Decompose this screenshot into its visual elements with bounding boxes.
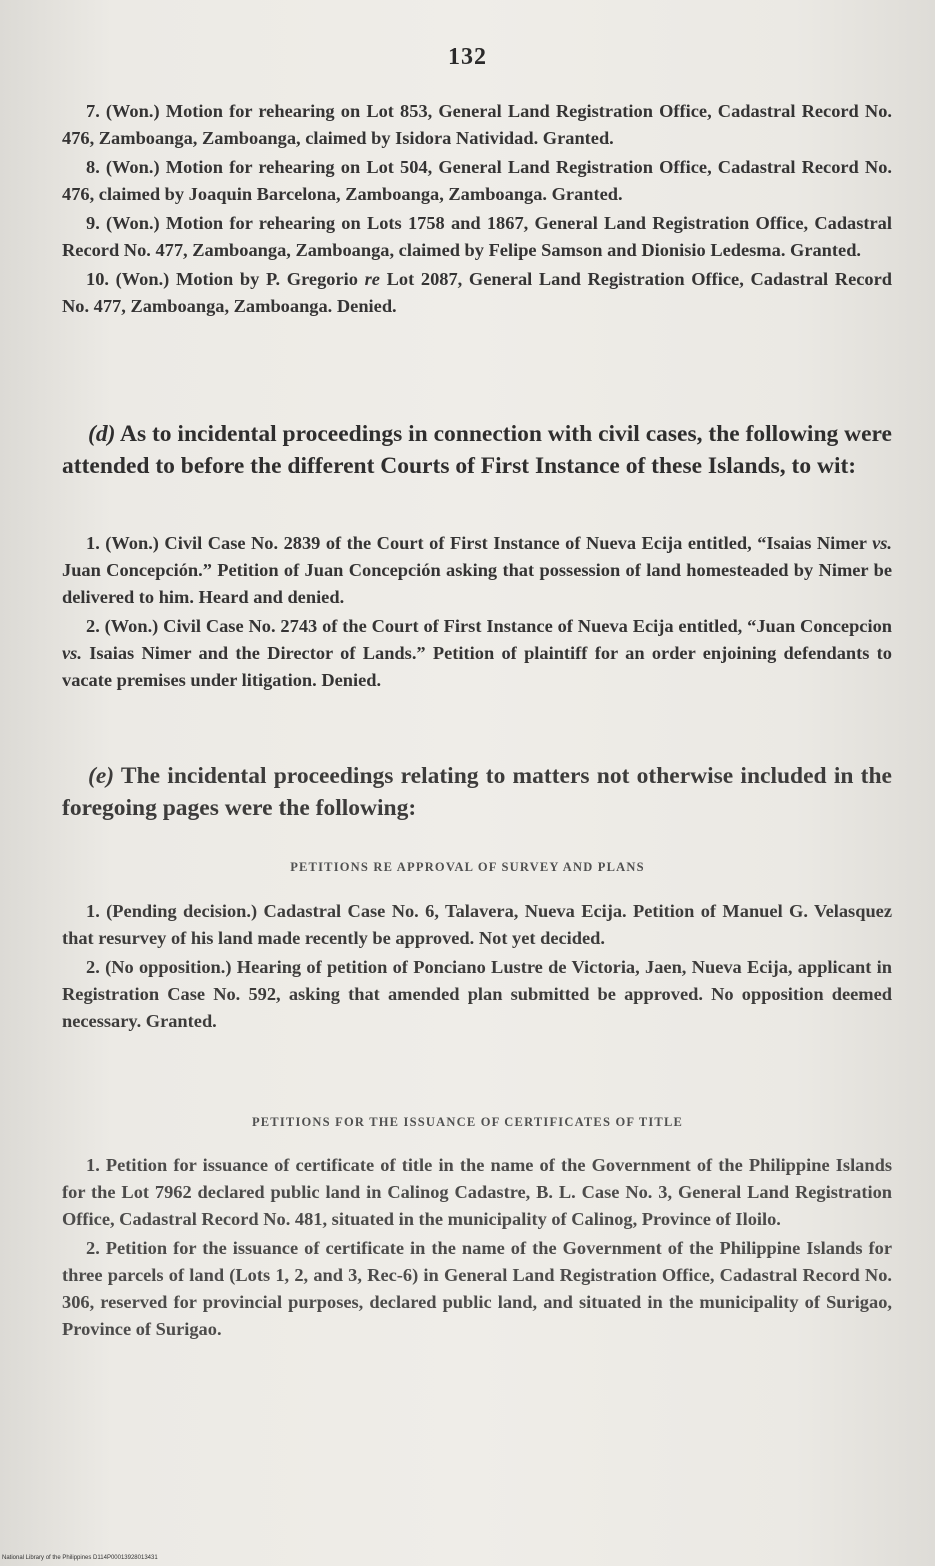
section-text: The incidental proceedings relating to matters not otherwise included in the foregoing pages were the following: [62, 763, 892, 821]
re-abbrev: re [364, 269, 380, 289]
certificate-list [62, 1152, 892, 1343]
survey-list [62, 898, 892, 1035]
page-number: 132 [448, 44, 487, 70]
item-lead: 1. (Won.) Civil Case No. 2839 of the Court of First Instance of Nueva Ecija entitled, “Isaias Nimer [86, 533, 873, 553]
vs-abbrev: vs. [872, 533, 892, 553]
list-item: 2. Petition for the issuance of certificate in the name of the Government of the Philippine Islands for three parcels of land (Lots 1, 2, and 3, Rec-6) in General Land Registration Office, Cadastral Record No. 306, reserved for provincial purposes, declared public land, and situated in the municipality of Surigao, Province of Surigao. [62, 1238, 892, 1339]
item-lead: 2. (Won.) Civil Case No. 2743 of the Court of First Instance of Nueva Ecija entitled, “Juan Concepcion [86, 616, 892, 636]
list-item: 2. (No opposition.) Hearing of petition of Ponciano Lustre de Victoria, Jaen, Nueva Ecija, applicant in Registration Case No. 592, asking that amended plan submitted be approved. No opposition deemed necessary. Granted. [62, 957, 892, 1031]
item-rest: Isaias Nimer and the Director of Lands.” Petition of plaintiff for an order enjoining defendants to vacate premises under litigation. Denied. [62, 643, 892, 690]
heading-certificates: PETITIONS FOR THE ISSUANCE OF CERTIFICATES OF TITLE [251, 1115, 684, 1129]
heading-survey-plans: PETITIONS RE APPROVAL OF SURVEY AND PLANS [290, 860, 645, 874]
section-text: As to incidental proceedings in connection with civil cases, the following were attended to before the different Courts of First Instance of these Islands, to wit: [62, 421, 892, 479]
section-e-intro [62, 760, 892, 824]
item-rest: Lot 2087, General Land Registration Office, Cadastral Record No. 477, Zamboanga, Zamboanga. Denied. [62, 269, 892, 316]
list-item: 1. Petition for issuance of certificate of title in the name of the Government of the Philippine Islands for the Lot 7962 declared public land in Calinog Cadastre, B. L. Case No. 3, General Land Registration Office, Cadastral Record No. 481, situated in the municipality of Calinog, Province of Iloilo. [62, 1155, 892, 1229]
section-d-intro [62, 418, 892, 482]
list-item: 9. (Won.) Motion for rehearing on Lots 1758 and 1867, General Land Registration Office, Cadastral Record No. 477, Zamboanga, Zamboanga, claimed by Felipe Samson and Dionisio Ledesma. Granted. [62, 213, 892, 260]
library-footer: National Library of the Philippines D114P00013928013431 [2, 1555, 158, 1561]
list-item: 8. (Won.) Motion for rehearing on Lot 504, General Land Registration Office, Cadastral Record No. 476, claimed by Joaquin Barcelona, Zamboanga, Zamboanga. Granted. [62, 157, 892, 204]
section-letter: (e) [88, 763, 115, 789]
vs-abbrev: vs. [62, 643, 82, 663]
list-item [62, 613, 892, 694]
rehearing-list [62, 98, 892, 320]
section-letter: (d) [88, 421, 116, 447]
list-item: 7. (Won.) Motion for rehearing on Lot 853, General Land Registration Office, Cadastral Record No. 476, Zamboanga, Zamboanga, claimed by Isidora Natividad. Granted. [62, 101, 892, 148]
list-item [62, 530, 892, 611]
civil-case-list [62, 530, 892, 694]
item-rest: Juan Concepción.” Petition of Juan Concepción asking that possession of land homesteaded by Nimer be delivered to him. Heard and denied. [62, 560, 892, 607]
item-lead: 10. (Won.) Motion by P. Gregorio [86, 269, 365, 289]
list-item: 1. (Pending decision.) Cadastral Case No. 6, Talavera, Nueva Ecija. Petition of Manuel G. Velasquez that resurvey of his land made recently be approved. Not yet decided. [62, 901, 892, 948]
list-item [62, 266, 892, 320]
